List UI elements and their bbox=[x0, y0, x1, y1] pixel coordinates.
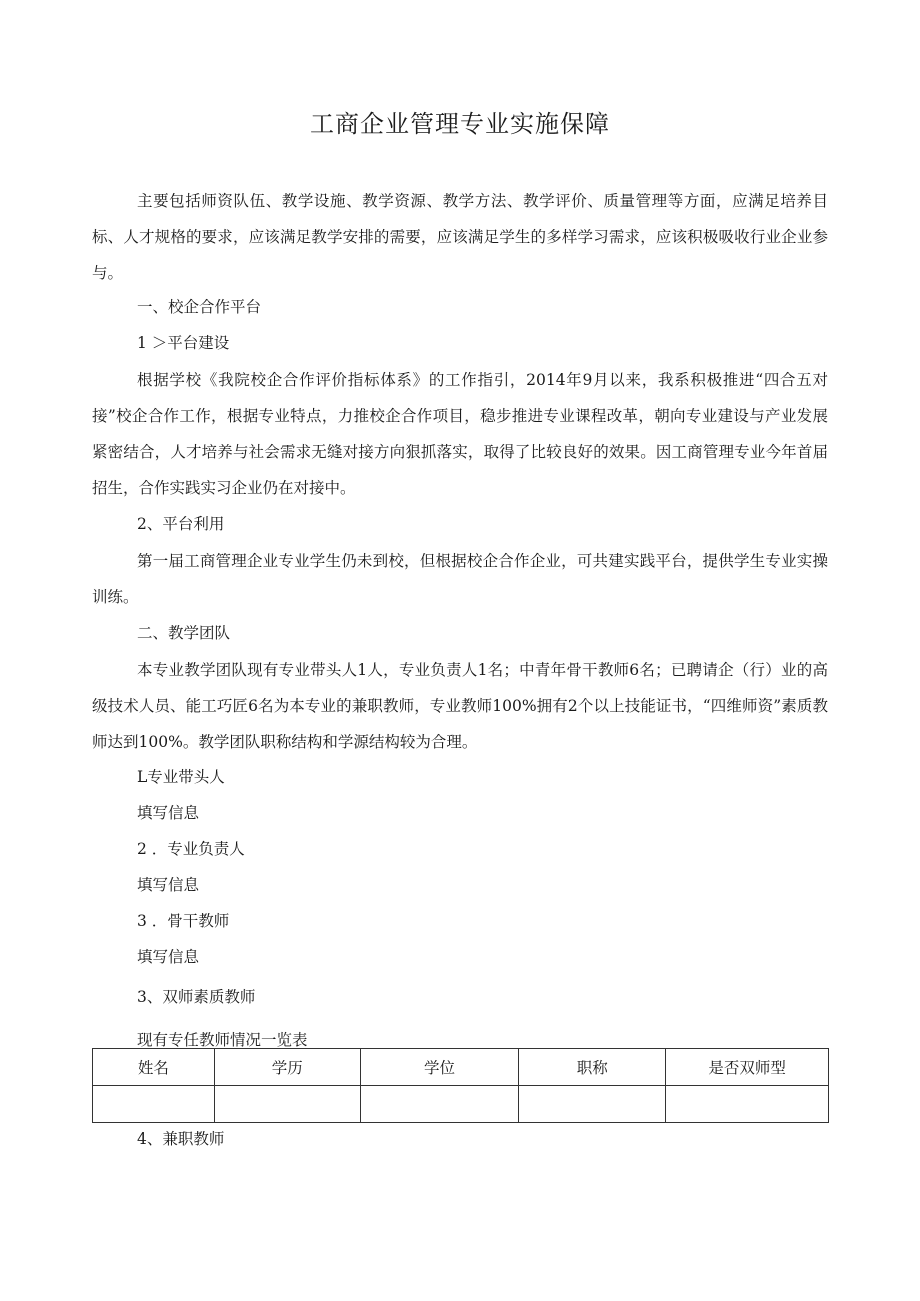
subheading-platform-usage: 2、平台利用 bbox=[137, 515, 225, 533]
fill-info-program-manager: 填写信息 bbox=[137, 876, 200, 894]
section-heading-teaching-team: 二、教学团队 bbox=[137, 624, 231, 642]
table-cell bbox=[666, 1086, 829, 1123]
subheading-part-time-teachers: 4、兼职教师 bbox=[137, 1130, 225, 1148]
table-header-cell: 姓名 bbox=[93, 1049, 215, 1086]
table-header-cell: 是否双师型 bbox=[666, 1049, 829, 1086]
section-heading-platform: 一、校企合作平台 bbox=[137, 298, 262, 316]
subheading-dual-qualified: 3、双师素质教师 bbox=[137, 988, 256, 1006]
table-row bbox=[93, 1086, 829, 1123]
subheading-program-leader: L专业带头人 bbox=[137, 768, 225, 786]
table-header-cell: 职称 bbox=[519, 1049, 666, 1086]
intro-paragraph: 主要包括师资队伍、教学设施、教学资源、教学方法、教学评价、质量管理等方面，应满足培养目标、人才规格的要求，应该满足教学安排的需要，应该满足学生的多样学习需求，应该积极吸收行业企业参与。 bbox=[92, 192, 828, 282]
table-cell bbox=[360, 1086, 519, 1123]
table-cell bbox=[214, 1086, 360, 1123]
table-header-row bbox=[93, 1049, 829, 1086]
subheading-program-manager: 2 ．专业负责人 bbox=[137, 840, 245, 858]
fill-info-program-leader: 填写信息 bbox=[137, 804, 200, 822]
table-cell bbox=[93, 1086, 215, 1123]
document-title: 工商企业管理专业实施保障 bbox=[310, 110, 610, 138]
platform-construction-paragraph: 根据学校《我院校企合作评价指标体系》的工作指引，2014年9月以来，我系积极推进“四合五对接”校企合作工作，根据专业特点，力推校企合作项目，稳步推进专业课程改革，朝向专业建设与产业发展紧密结合，人才培养与社会需求无缝对接方向狠抓落实，取得了比较良好的效果。因工商管理专业今年首届招生，合作实践实习企业仍在对接中。 bbox=[92, 371, 828, 497]
subheading-key-teachers: 3 ．骨干教师 bbox=[137, 912, 230, 930]
teacher-table bbox=[92, 1048, 829, 1123]
table-header-cell: 学位 bbox=[360, 1049, 519, 1086]
table-header-cell: 学历 bbox=[214, 1049, 360, 1086]
fill-info-key-teachers: 填写信息 bbox=[137, 948, 200, 966]
platform-usage-paragraph: 第一届工商管理企业专业学生仍未到校，但根据校企合作企业，可共建实践平台，提供学生专业实操训练。 bbox=[92, 552, 828, 606]
table-cell bbox=[519, 1086, 666, 1123]
table-caption: 现有专任教师情况一览表 bbox=[137, 1031, 308, 1049]
subheading-platform-construction: 1 ＞平台建设 bbox=[137, 334, 230, 352]
teaching-team-paragraph: 本专业教学团队现有专业带头人1人，专业负责人1名；中青年骨干教师6名；已聘请企（行）业的高级技术人员、能工巧匠6名为本专业的兼职教师，专业教师100%拥有2个以上技能证书，“四维师资”素质教师达到100%。教学团队职称结构和学源结构较为合理。 bbox=[92, 661, 828, 751]
